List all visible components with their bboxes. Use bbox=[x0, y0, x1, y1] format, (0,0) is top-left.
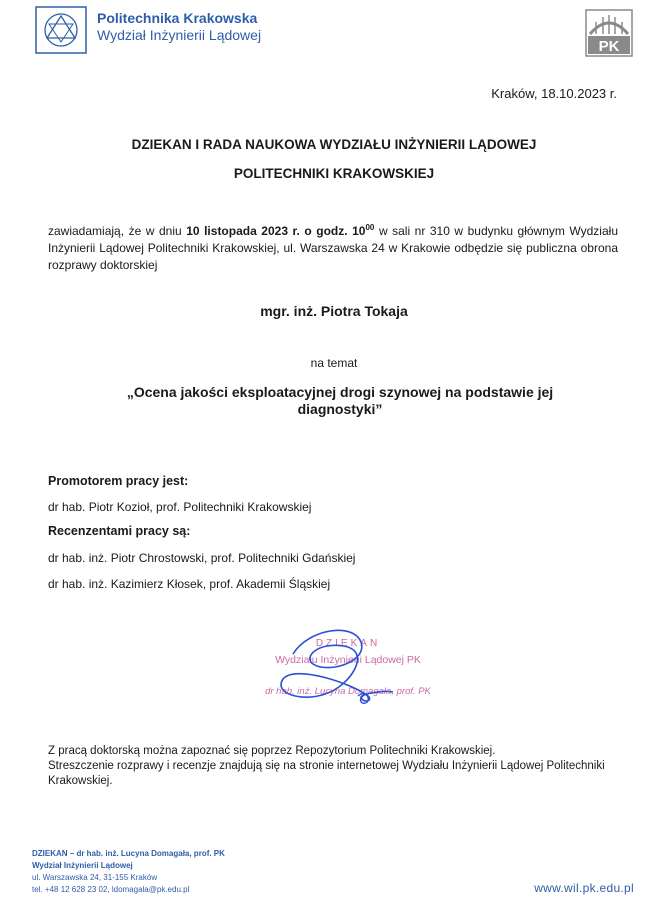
document-date: Kraków, 18.10.2023 r. bbox=[491, 86, 617, 101]
candidate-name: mgr. inż. Piotra Tokaja bbox=[260, 303, 408, 319]
footer-website-link[interactable]: www.wil.pk.edu.pl bbox=[534, 881, 634, 895]
pk-logo-icon bbox=[584, 8, 634, 58]
footer-address: ul. Warszawska 24, 31-155 Kraków bbox=[32, 873, 158, 882]
promoter-label: Promotorem pracy jest: bbox=[48, 474, 189, 488]
dean-stamp bbox=[233, 624, 463, 714]
footer-contact bbox=[32, 848, 225, 896]
announcement-intro: zawiadamiają, że w dniu bbox=[48, 224, 182, 238]
signature-icon bbox=[233, 624, 463, 714]
announcement-rest: w sali nr 310 w budynku głównym Wydziału Inżynierii Lądowej Politechniki Krakowskiej, ul. Warszawska 24 w Krakowie odbędzie się publiczna obrona rozprawy doktorskiej bbox=[48, 224, 618, 272]
thesis-title: „Ocena jakości eksploatacyjnej drogi szynowej na podstawie jej diagnostyki” bbox=[126, 384, 554, 417]
closing-line-1: Z pracą doktorską można zapoznać się poprzez Repozytorium Politechniki Krakowskiej. bbox=[48, 745, 496, 757]
reviewer-name-1: dr hab. inż. Piotr Chrostowski, prof. Politechniki Gdańskiej bbox=[48, 551, 356, 565]
stamp-line-1: DZIEKAN bbox=[315, 638, 381, 649]
closing-line-2: Streszczenie rozprawy i recenzje znajdują się na stronie internetowej Wydziału Inżynierii Lądowej Politechniki Krakowskiej. bbox=[48, 760, 605, 787]
reviewers-label: Recenzentami pracy są: bbox=[48, 524, 191, 538]
announcement-paragraph bbox=[48, 219, 618, 274]
promoter-name: dr hab. Piotr Kozioł, prof. Politechniki Krakowskiej bbox=[48, 500, 312, 514]
stamp-line-3: dr hab. inż. Lucyna Domagała, prof. PK bbox=[265, 686, 431, 697]
announcement-time-sup: 00 bbox=[365, 223, 375, 232]
footer-dean: DZIEKAN – dr hab. inż. Lucyna Domagała, prof. PK bbox=[32, 849, 225, 858]
pk-logo-text: PK bbox=[598, 38, 620, 55]
heading-line-2: POLITECHNIKI KRAKOWSKIEJ bbox=[233, 166, 435, 181]
footer-contact-line: tel. +48 12 628 23 02, ldomagala@pk.edu.pl bbox=[32, 885, 190, 894]
university-name: Politechnika Krakowska bbox=[97, 10, 258, 26]
heading-line-1: DZIEKAN I RADA NAUKOWA WYDZIAŁU INŻYNIERII LĄDOWEJ bbox=[131, 137, 537, 152]
university-emblem-icon bbox=[35, 6, 87, 54]
reviewer-name-2: dr hab. inż. Kazimierz Kłosek, prof. Akademii Śląskiej bbox=[48, 577, 331, 591]
footer-dept: Wydział Inżynierii Lądowej bbox=[32, 861, 133, 870]
department-name: Wydział Inżynierii Lądowej bbox=[97, 27, 262, 43]
announcement-date: 10 listopada 2023 r. o godz. 10 bbox=[186, 224, 366, 238]
closing-info bbox=[48, 744, 618, 789]
subject-label: na temat bbox=[310, 356, 358, 370]
stamp-line-2: Wydziału Inżynierii Lądowej PK bbox=[275, 654, 421, 666]
